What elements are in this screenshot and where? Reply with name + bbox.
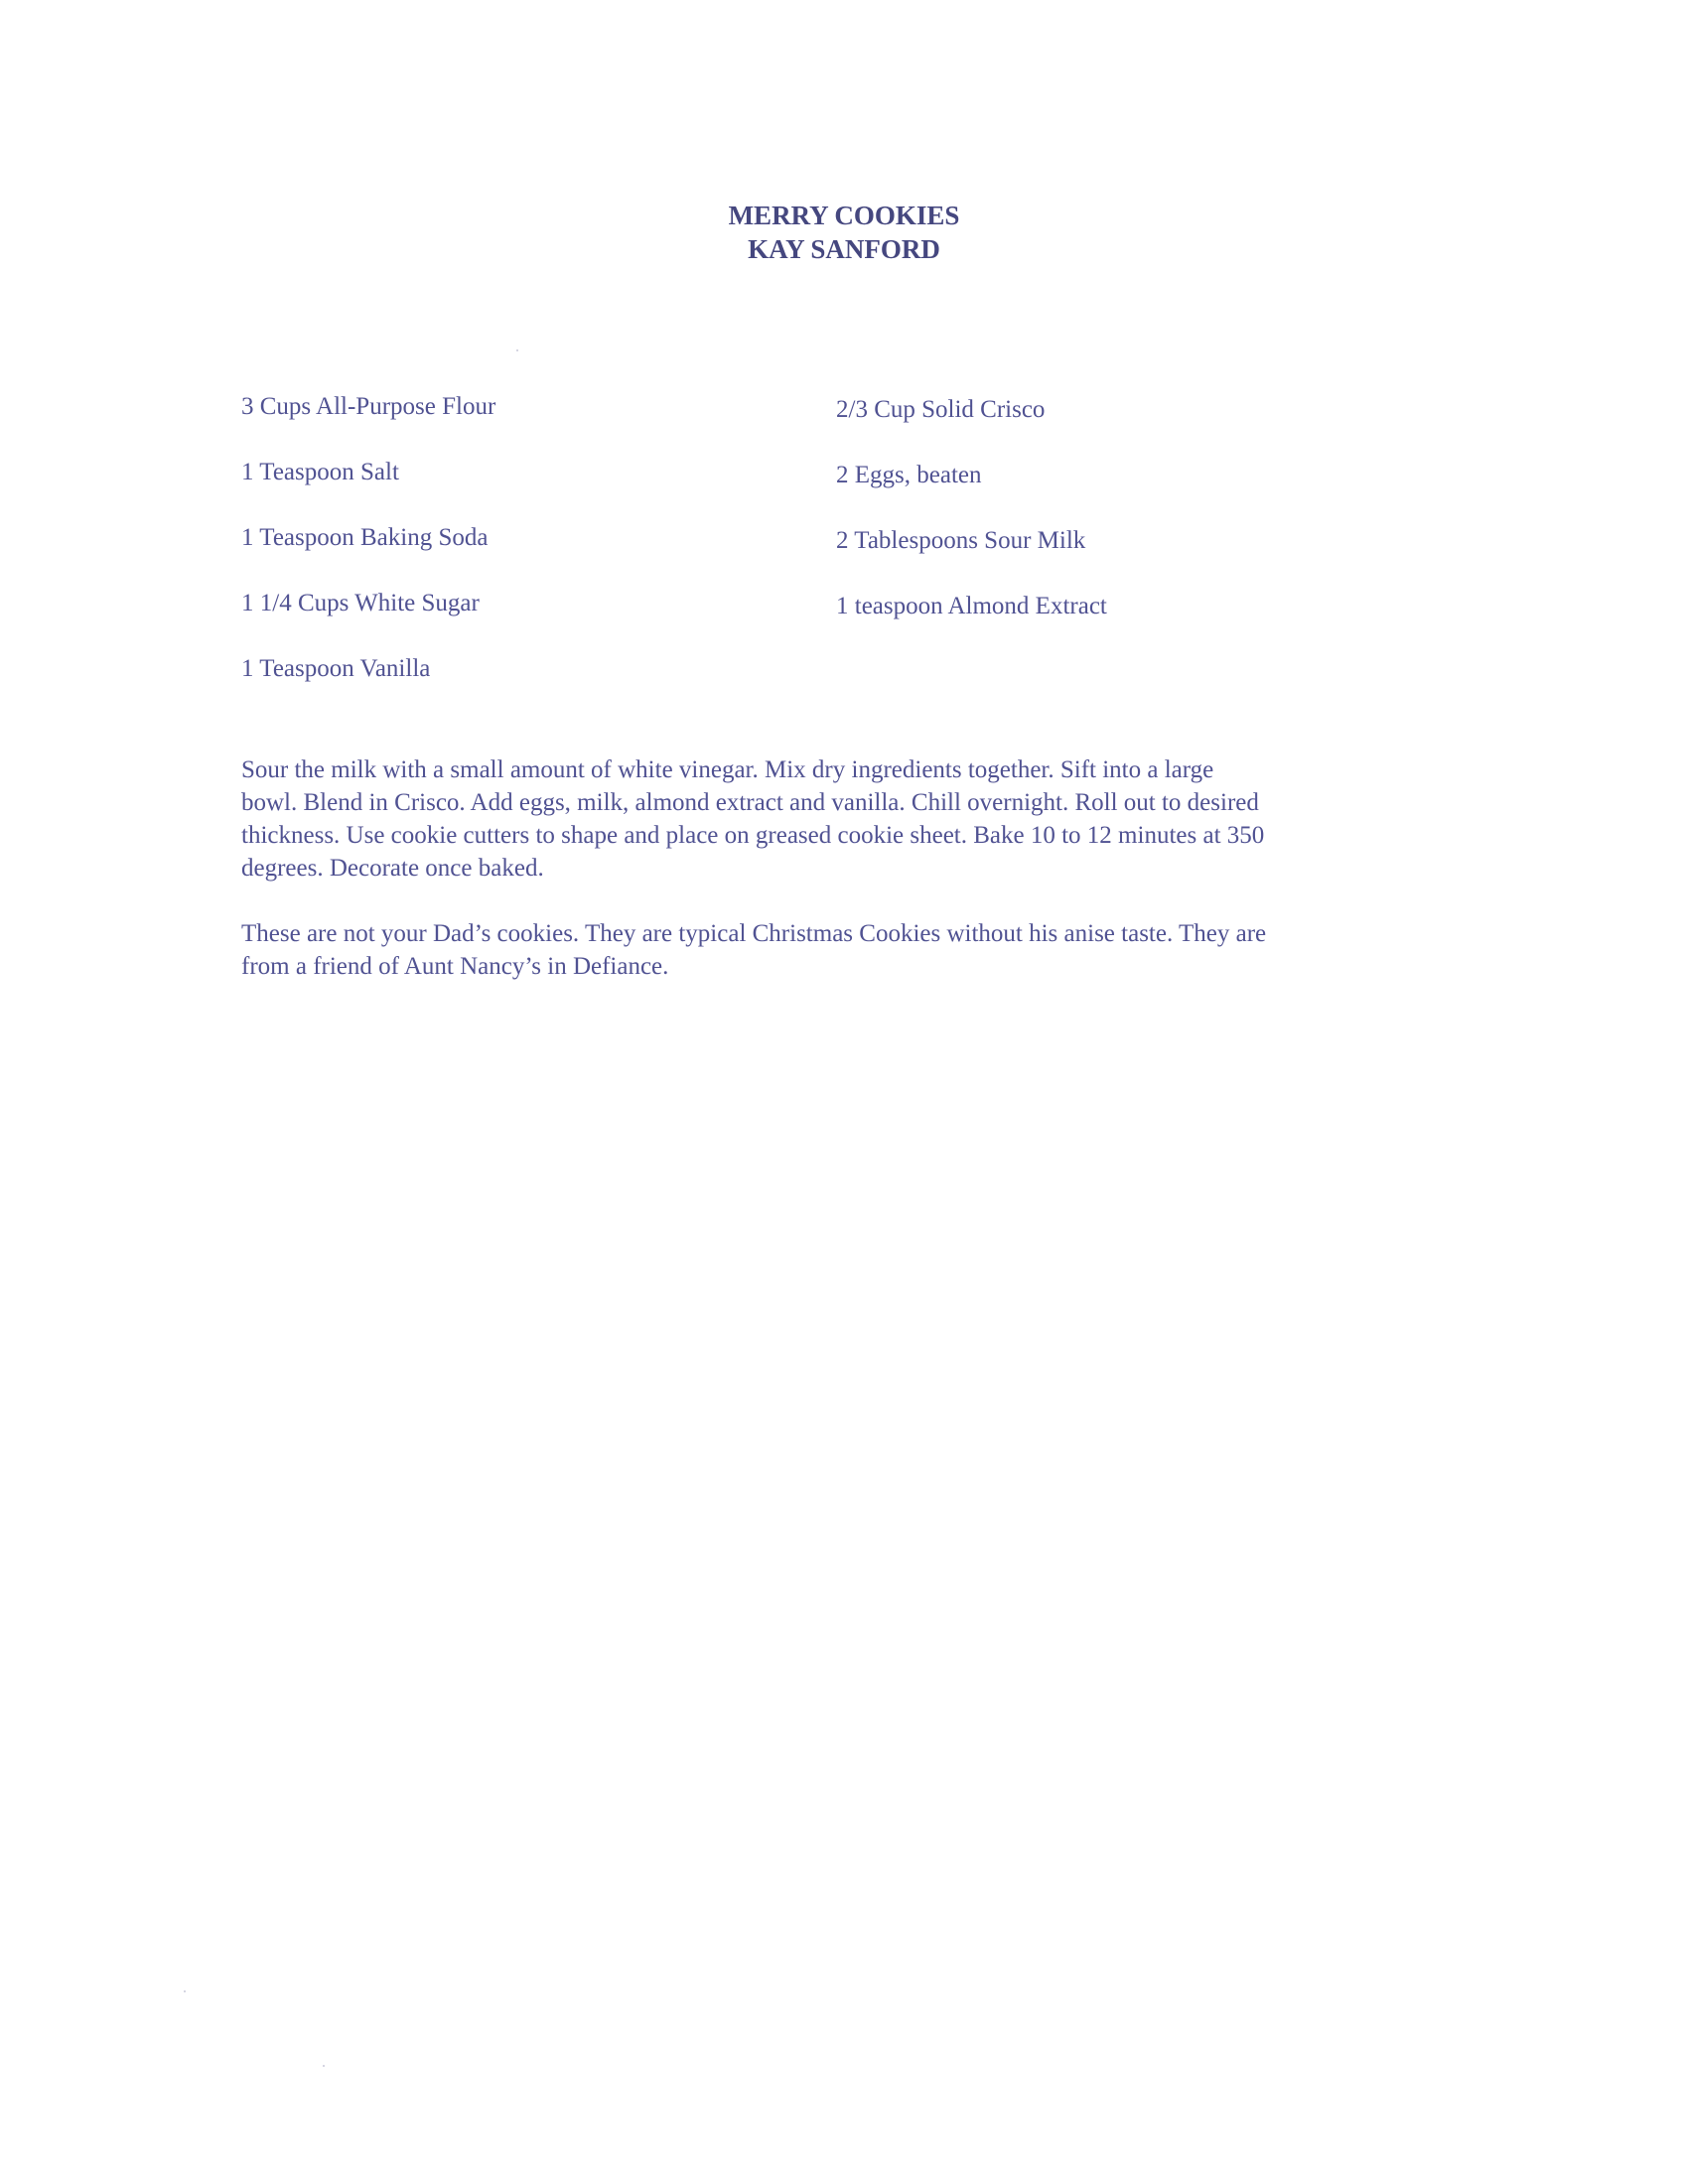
instruction-line: bowl. Blend in Crisco. Add eggs, milk, almond extract and vanilla. Chill overnight. Roll out to desired [241, 789, 1259, 816]
ingredient-item: 1 teaspoon Almond Extract [836, 593, 1107, 619]
instruction-line: Sour the milk with a small amount of white vinegar. Mix dry ingredients together. Sift into a large [241, 756, 1214, 783]
ingredients-left-column [241, 390, 495, 718]
ingredient-item: 2 Tablespoons Sour Milk [836, 527, 1086, 554]
ingredients-right-column [836, 393, 1107, 655]
recipe-title-block [0, 199, 1688, 266]
ingredient-item: 2 Eggs, beaten [836, 462, 982, 488]
scan-speck [323, 2065, 325, 2067]
scan-speck [184, 1990, 186, 1992]
instructions-paragraph [241, 753, 1433, 885]
note-line: These are not your Dad’s cookies. They are typical Christmas Cookies without his anise taste. They are [241, 920, 1267, 947]
note-paragraph [241, 917, 1433, 983]
scan-speck [516, 349, 518, 351]
ingredient-item: 1 Teaspoon Salt [241, 459, 399, 485]
instruction-line: degrees. Decorate once baked. [241, 855, 544, 882]
note-line: from a friend of Aunt Nancy’s in Defiance. [241, 953, 669, 980]
ingredient-item: 2/3 Cup Solid Crisco [836, 396, 1046, 423]
ingredient-item: 1 1/4 Cups White Sugar [241, 590, 480, 616]
ingredient-item: 1 Teaspoon Baking Soda [241, 524, 489, 551]
instructions-section [241, 753, 1433, 1016]
instruction-line: thickness. Use cookie cutters to shape and place on greased cookie sheet. Bake 10 to 12 minutes at 350 [241, 822, 1265, 849]
recipe-author: KAY SANFORD [748, 234, 940, 264]
ingredient-item: 3 Cups All-Purpose Flour [241, 393, 496, 420]
recipe-title: MERRY COOKIES [728, 201, 960, 230]
ingredient-item: 1 Teaspoon Vanilla [241, 655, 431, 682]
